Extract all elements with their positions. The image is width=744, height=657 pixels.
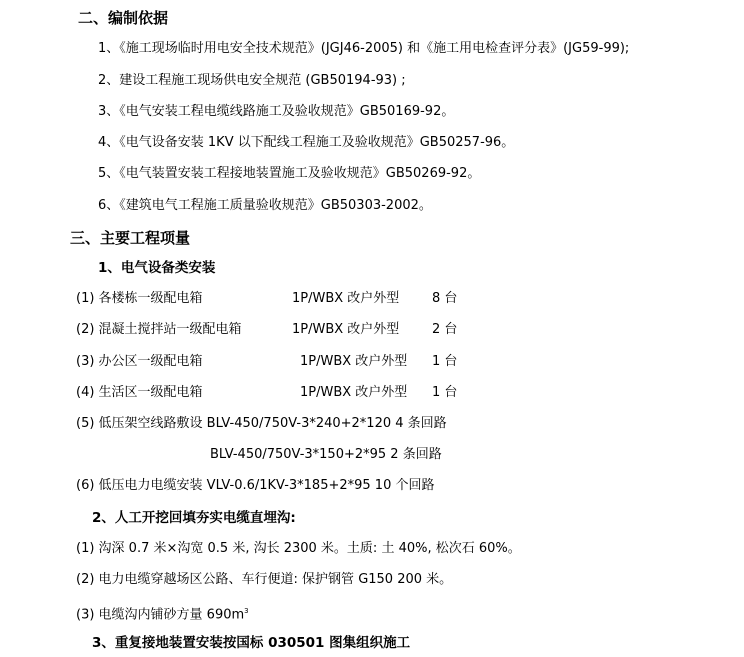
equipment-spec: 1P/WBX 改户外型 [292, 322, 400, 337]
equipment-name: (4) 生活区一级配电箱 [76, 385, 203, 400]
equipment-spec: 1P/WBX 改户外型 [300, 354, 408, 369]
reference-item-2: 2、建设工程施工现场供电安全规范 (GB50194-93) ; [98, 73, 406, 88]
cable-install-item: (6) 低压电力电缆安装 VLV-0.6/1KV-3*185+2*95 10 个回路 [76, 478, 435, 493]
subsection-1-heading: 1、电气设备类安装 [98, 260, 216, 276]
reference-item-6: 6、《建筑电气工程施工质量验收规范》GB50303-2002。 [98, 198, 432, 213]
section-2-heading: 二、编制依据 [78, 9, 169, 27]
equipment-row [76, 321, 458, 339]
overhead-line-item: (5) 低压架空线路敷设 BLV-450/750V-3*240+2*120 4 条回路 [76, 416, 447, 431]
trench-item-3-text: (3) 电缆沟内铺砂方量 690m [76, 607, 245, 623]
subsection-2-heading: 2、人工开挖回填夯实电缆直埋沟: [92, 510, 296, 526]
equipment-spec: 1P/WBX 改户外型 [300, 385, 408, 400]
trench-item-1: (1) 沟深 0.7 米×沟宽 0.5 米, 沟长 2300 米。土质: 土 40%, 松次石 60%。 [76, 541, 521, 556]
equipment-row [76, 290, 458, 308]
equipment-row [76, 353, 458, 371]
equipment-name: (2) 混凝土搅拌站一级配电箱 [76, 322, 242, 337]
reference-item-3: 3、《电气安装工程电缆线路施工及验收规范》GB50169-92。 [98, 104, 455, 119]
trench-item-2: (2) 电力电缆穿越场区公路、车行便道: 保护钢管 G150 200 米。 [76, 572, 453, 587]
equipment-qty: 8 台 [432, 291, 458, 306]
equipment-row [76, 384, 458, 402]
equipment-qty: 1 台 [432, 385, 458, 400]
equipment-name: (3) 办公区一级配电箱 [76, 354, 203, 369]
reference-item-5: 5、《电气装置安装工程接地装置施工及验收规范》GB50269-92。 [98, 166, 481, 181]
reference-item-4: 4、《电气设备安装 1KV 以下配线工程施工及验收规范》GB50257-96。 [98, 135, 515, 150]
equipment-qty: 1 台 [432, 354, 458, 369]
overhead-line-item-continued: BLV-450/750V-3*150+2*95 2 条回路 [210, 447, 442, 462]
reference-item-1: 1、《施工现场临时用电安全技术规范》(JGJ46-2005) 和《施工用电检查评分表》(JG59-99); [98, 41, 630, 56]
equipment-qty: 2 台 [432, 322, 458, 337]
trench-item-3 [76, 602, 249, 624]
subsection-3-heading: 3、重复接地装置安装按国标 030501 图集组织施工 [92, 635, 411, 651]
section-3-heading: 三、主要工程项量 [70, 229, 191, 247]
cubic-superscript: 3 [244, 607, 249, 615]
equipment-spec: 1P/WBX 改户外型 [292, 291, 400, 306]
equipment-name: (1) 各楼栋一级配电箱 [76, 291, 203, 306]
